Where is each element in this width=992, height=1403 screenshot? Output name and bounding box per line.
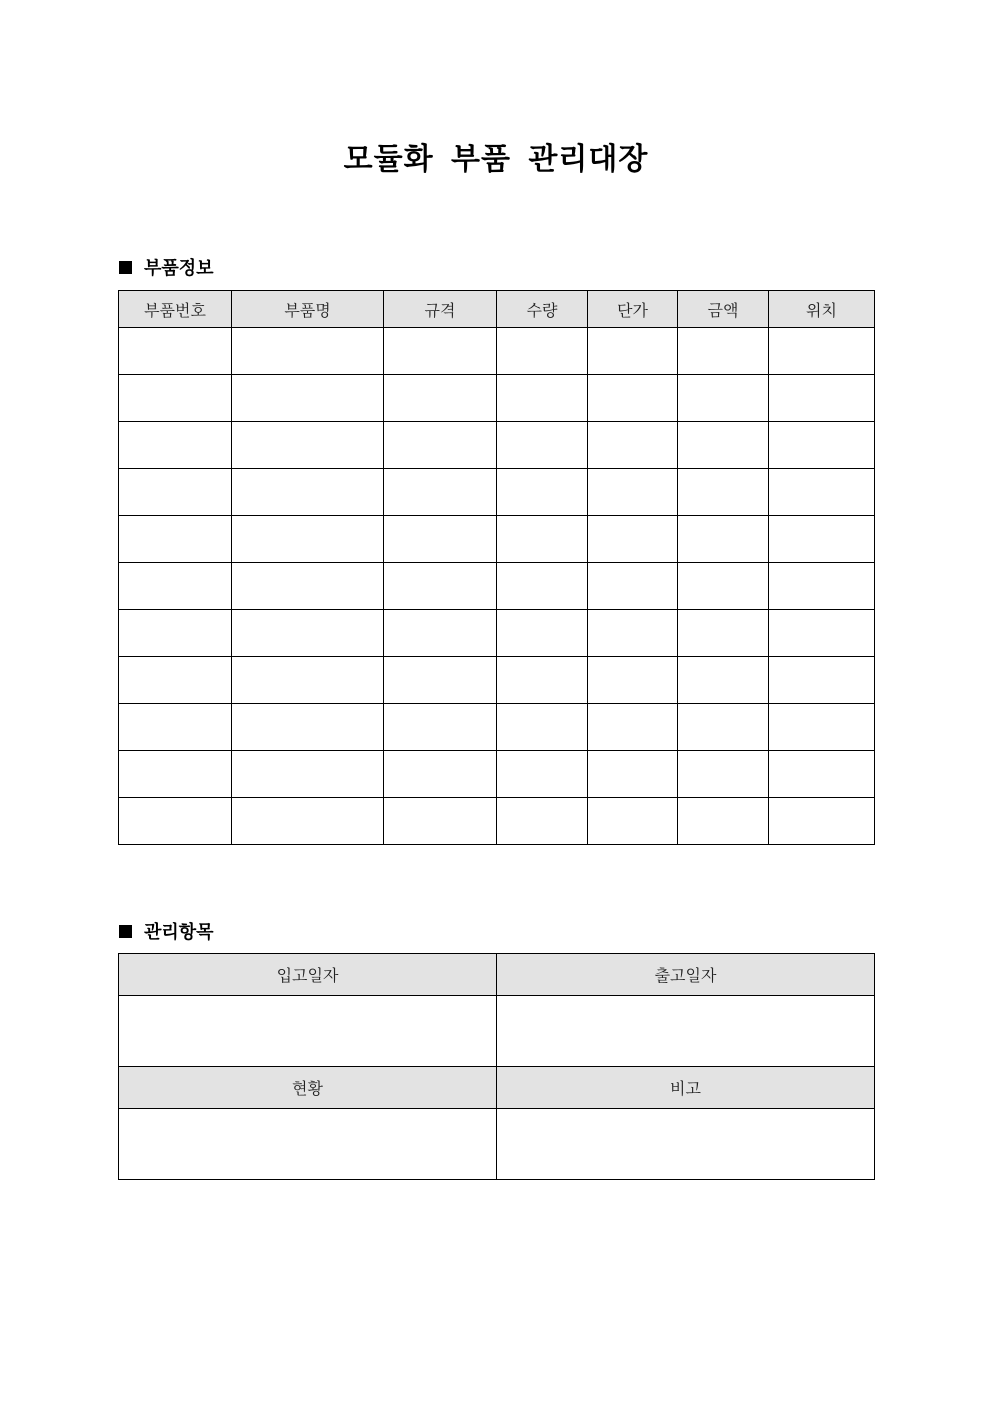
cell-quantity[interactable] bbox=[497, 751, 588, 798]
cell-quantity[interactable] bbox=[497, 469, 588, 516]
cell-part-name[interactable] bbox=[232, 751, 384, 798]
cell-unit-price[interactable] bbox=[588, 751, 678, 798]
remarks-field[interactable] bbox=[497, 1109, 875, 1180]
table-row bbox=[119, 657, 875, 704]
management-table bbox=[118, 953, 875, 1180]
cell-part-name[interactable] bbox=[232, 704, 384, 751]
cell-spec[interactable] bbox=[384, 657, 497, 704]
cell-location[interactable] bbox=[769, 751, 875, 798]
cell-part-name[interactable] bbox=[232, 563, 384, 610]
cell-location[interactable] bbox=[769, 610, 875, 657]
parts-table bbox=[118, 290, 875, 845]
cell-amount[interactable] bbox=[678, 610, 769, 657]
cell-amount[interactable] bbox=[678, 422, 769, 469]
cell-part-number[interactable] bbox=[119, 657, 232, 704]
cell-part-name[interactable] bbox=[232, 422, 384, 469]
cell-unit-price[interactable] bbox=[588, 516, 678, 563]
management-header-row bbox=[119, 954, 875, 996]
cell-part-number[interactable] bbox=[119, 328, 232, 375]
cell-location[interactable] bbox=[769, 328, 875, 375]
cell-unit-price[interactable] bbox=[588, 798, 678, 845]
cell-unit-price[interactable] bbox=[588, 610, 678, 657]
cell-part-number[interactable] bbox=[119, 563, 232, 610]
column-header-part-name: 부품명 bbox=[232, 291, 384, 328]
cell-part-number[interactable] bbox=[119, 422, 232, 469]
cell-amount[interactable] bbox=[678, 704, 769, 751]
status-label: 현황 bbox=[119, 1067, 497, 1109]
cell-part-number[interactable] bbox=[119, 751, 232, 798]
cell-quantity[interactable] bbox=[497, 657, 588, 704]
cell-spec[interactable] bbox=[384, 798, 497, 845]
cell-quantity[interactable] bbox=[497, 422, 588, 469]
cell-part-name[interactable] bbox=[232, 375, 384, 422]
cell-location[interactable] bbox=[769, 516, 875, 563]
parts-table-header-row bbox=[119, 291, 875, 328]
column-header-quantity: 수량 bbox=[497, 291, 588, 328]
page-title: 모듈화 부품 관리대장 bbox=[343, 142, 649, 177]
cell-part-number[interactable] bbox=[119, 798, 232, 845]
table-row bbox=[119, 422, 875, 469]
cell-location[interactable] bbox=[769, 375, 875, 422]
cell-unit-price[interactable] bbox=[588, 704, 678, 751]
cell-quantity[interactable] bbox=[497, 610, 588, 657]
cell-amount[interactable] bbox=[678, 798, 769, 845]
square-bullet-icon bbox=[119, 925, 132, 938]
cell-spec[interactable] bbox=[384, 469, 497, 516]
cell-part-number[interactable] bbox=[119, 469, 232, 516]
cell-part-name[interactable] bbox=[232, 516, 384, 563]
table-row bbox=[119, 516, 875, 563]
column-header-amount: 금액 bbox=[678, 291, 769, 328]
cell-quantity[interactable] bbox=[497, 375, 588, 422]
column-header-spec: 규격 bbox=[384, 291, 497, 328]
cell-location[interactable] bbox=[769, 704, 875, 751]
cell-spec[interactable] bbox=[384, 563, 497, 610]
table-row bbox=[119, 798, 875, 845]
cell-part-name[interactable] bbox=[232, 328, 384, 375]
cell-spec[interactable] bbox=[384, 704, 497, 751]
management-section-heading-label: 관리항목 bbox=[144, 922, 214, 943]
management-section-heading bbox=[119, 918, 214, 944]
cell-location[interactable] bbox=[769, 657, 875, 704]
cell-spec[interactable] bbox=[384, 751, 497, 798]
cell-amount[interactable] bbox=[678, 328, 769, 375]
status-field[interactable] bbox=[119, 1109, 497, 1180]
table-row bbox=[119, 469, 875, 516]
cell-quantity[interactable] bbox=[497, 516, 588, 563]
remarks-label: 비고 bbox=[497, 1067, 875, 1109]
cell-location[interactable] bbox=[769, 469, 875, 516]
cell-quantity[interactable] bbox=[497, 328, 588, 375]
cell-spec[interactable] bbox=[384, 422, 497, 469]
column-header-unit-price: 단가 bbox=[588, 291, 678, 328]
cell-spec[interactable] bbox=[384, 516, 497, 563]
management-header-row bbox=[119, 1067, 875, 1109]
cell-location[interactable] bbox=[769, 563, 875, 610]
cell-amount[interactable] bbox=[678, 657, 769, 704]
parts-section-heading-label: 부품정보 bbox=[144, 258, 214, 279]
cell-part-name[interactable] bbox=[232, 469, 384, 516]
cell-quantity[interactable] bbox=[497, 798, 588, 845]
cell-amount[interactable] bbox=[678, 375, 769, 422]
cell-part-name[interactable] bbox=[232, 798, 384, 845]
cell-unit-price[interactable] bbox=[588, 375, 678, 422]
cell-amount[interactable] bbox=[678, 563, 769, 610]
column-header-location: 위치 bbox=[769, 291, 875, 328]
cell-spec[interactable] bbox=[384, 328, 497, 375]
release-date-field[interactable] bbox=[497, 996, 875, 1067]
parts-section-heading bbox=[119, 254, 214, 280]
cell-part-number[interactable] bbox=[119, 375, 232, 422]
table-row bbox=[119, 375, 875, 422]
cell-part-number[interactable] bbox=[119, 516, 232, 563]
management-value-row bbox=[119, 1109, 875, 1180]
cell-location[interactable] bbox=[769, 798, 875, 845]
square-bullet-icon bbox=[119, 261, 132, 274]
cell-amount[interactable] bbox=[678, 516, 769, 563]
cell-part-number[interactable] bbox=[119, 704, 232, 751]
cell-unit-price[interactable] bbox=[588, 328, 678, 375]
cell-amount[interactable] bbox=[678, 469, 769, 516]
table-row bbox=[119, 751, 875, 798]
column-header-part-number: 부품번호 bbox=[119, 291, 232, 328]
table-row bbox=[119, 610, 875, 657]
cell-part-number[interactable] bbox=[119, 610, 232, 657]
cell-part-name[interactable] bbox=[232, 657, 384, 704]
cell-spec[interactable] bbox=[384, 610, 497, 657]
receipt-date-field[interactable] bbox=[119, 996, 497, 1067]
cell-part-name[interactable] bbox=[232, 610, 384, 657]
cell-quantity[interactable] bbox=[497, 704, 588, 751]
receipt-date-label: 입고일자 bbox=[119, 954, 497, 996]
table-row bbox=[119, 328, 875, 375]
cell-unit-price[interactable] bbox=[588, 563, 678, 610]
cell-location[interactable] bbox=[769, 422, 875, 469]
cell-unit-price[interactable] bbox=[588, 422, 678, 469]
table-row bbox=[119, 563, 875, 610]
cell-amount[interactable] bbox=[678, 751, 769, 798]
cell-quantity[interactable] bbox=[497, 563, 588, 610]
management-value-row bbox=[119, 996, 875, 1067]
release-date-label: 출고일자 bbox=[497, 954, 875, 996]
cell-unit-price[interactable] bbox=[588, 469, 678, 516]
cell-unit-price[interactable] bbox=[588, 657, 678, 704]
cell-spec[interactable] bbox=[384, 375, 497, 422]
table-row bbox=[119, 704, 875, 751]
